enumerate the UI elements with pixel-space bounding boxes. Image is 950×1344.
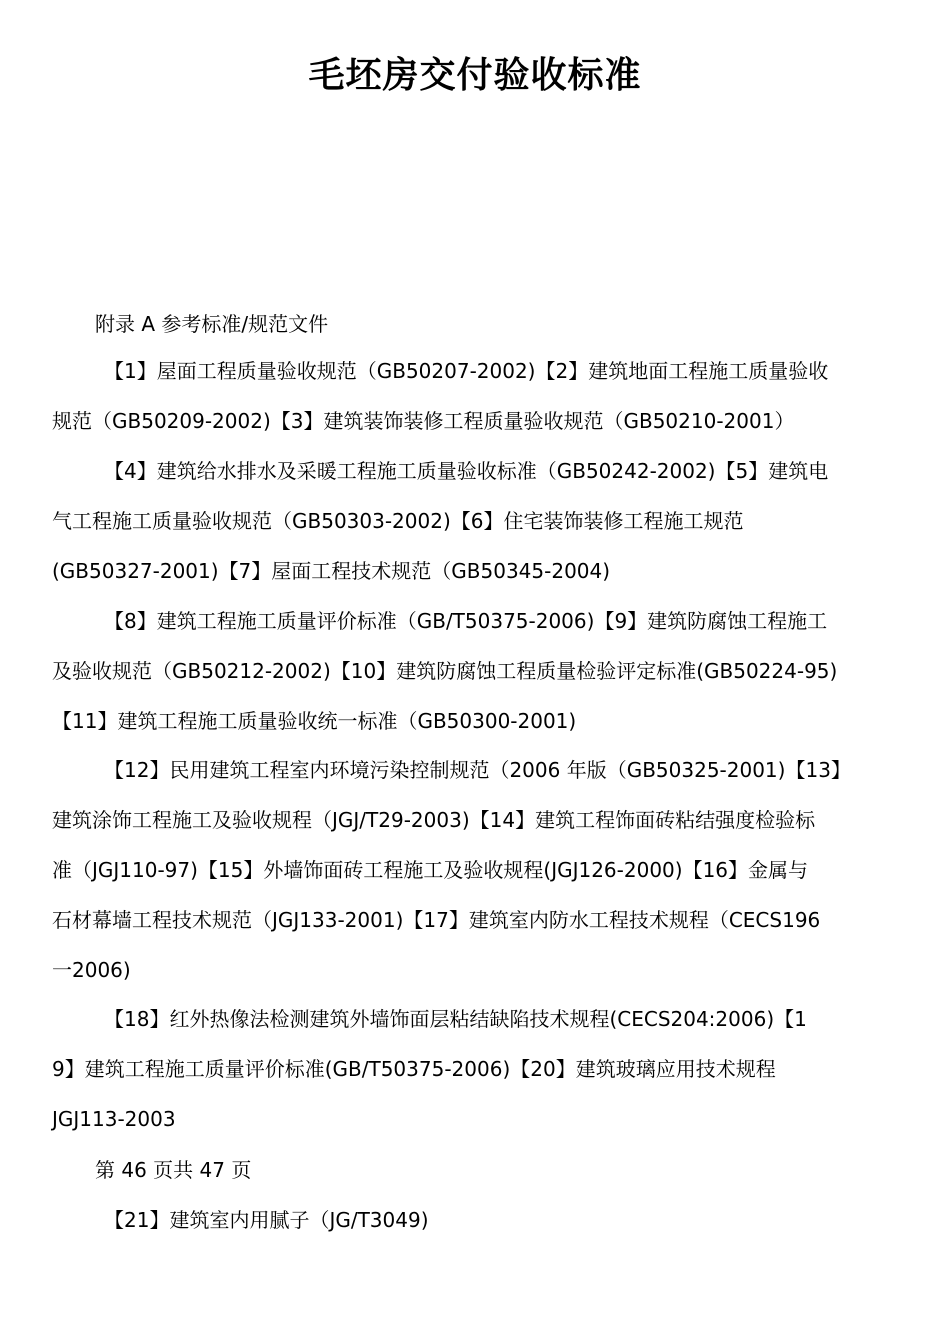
page-number: 第 46 页共 47 页 <box>95 1158 252 1182</box>
text-line: 【8】建筑工程施工质量评价标准（GB/T50375-2006)【9】建筑防腐蚀工程施工 <box>104 609 828 633</box>
reference-paragraph-3 <box>52 596 902 746</box>
text-line: 一2006) <box>52 958 131 982</box>
document-title: 毛坯房交付验收标准 <box>308 55 642 96</box>
text-line: 石材幕墙工程技术规范（JGJ133-2001)【17】建筑室内防水工程技术规程（CECS196 <box>52 908 821 932</box>
text-line: 气工程施工质量验收规范（GB50303-2002)【6】住宅装饰装修工程施工规范 <box>52 509 744 533</box>
reference-paragraph-5 <box>52 994 902 1144</box>
text-line: JGJ113-2003 <box>52 1107 176 1131</box>
text-line: 【1】屋面工程质量验收规范（GB50207-2002)【2】建筑地面工程施工质量验收 <box>104 359 829 383</box>
text-line: 【18】红外热像法检测建筑外墙饰面层粘结缺陷技术规程(CECS204:2006)【1 <box>104 1007 807 1031</box>
text-line: 【12】民用建筑工程室内环境污染控制规范（2006 年版（GB50325-2001)【13】 <box>104 758 851 782</box>
appendix-heading: 附录 A 参考标准/规范文件 <box>95 312 329 336</box>
text-line: 规范（GB50209-2002)【3】建筑装饰装修工程质量验收规范（GB50210-2001） <box>52 409 795 433</box>
text-line: 建筑涂饰工程施工及验收规程（JGJ/T29-2003)【14】建筑工程饰面砖粘结强度检验标 <box>52 808 816 832</box>
text-line: 9】建筑工程施工质量评价标准(GB/T50375-2006)【20】建筑玻璃应用技术规程 <box>52 1057 776 1081</box>
text-line: 准（JGJ110-97)【15】外墙饰面砖工程施工及验收规程(JGJ126-2000)【16】金属与 <box>52 858 809 882</box>
text-line: 【11】建筑工程施工质量验收统一标准（GB50300-2001) <box>52 709 577 733</box>
reference-line-21: 【21】建筑室内用腻子（JG/T3049) <box>104 1208 429 1232</box>
text-line: (GB50327-2001)【7】屋面工程技术规范（GB50345-2004) <box>52 559 611 583</box>
text-line: 【4】建筑给水排水及采暖工程施工质量验收标准（GB50242-2002)【5】建筑电 <box>104 459 829 483</box>
reference-paragraph-4 <box>52 745 902 995</box>
text-line: 及验收规范（GB50212-2002)【10】建筑防腐蚀工程质量检验评定标准(GB50224-95) <box>52 659 838 683</box>
reference-paragraph-1 <box>52 346 902 446</box>
reference-paragraph-2 <box>52 446 902 596</box>
